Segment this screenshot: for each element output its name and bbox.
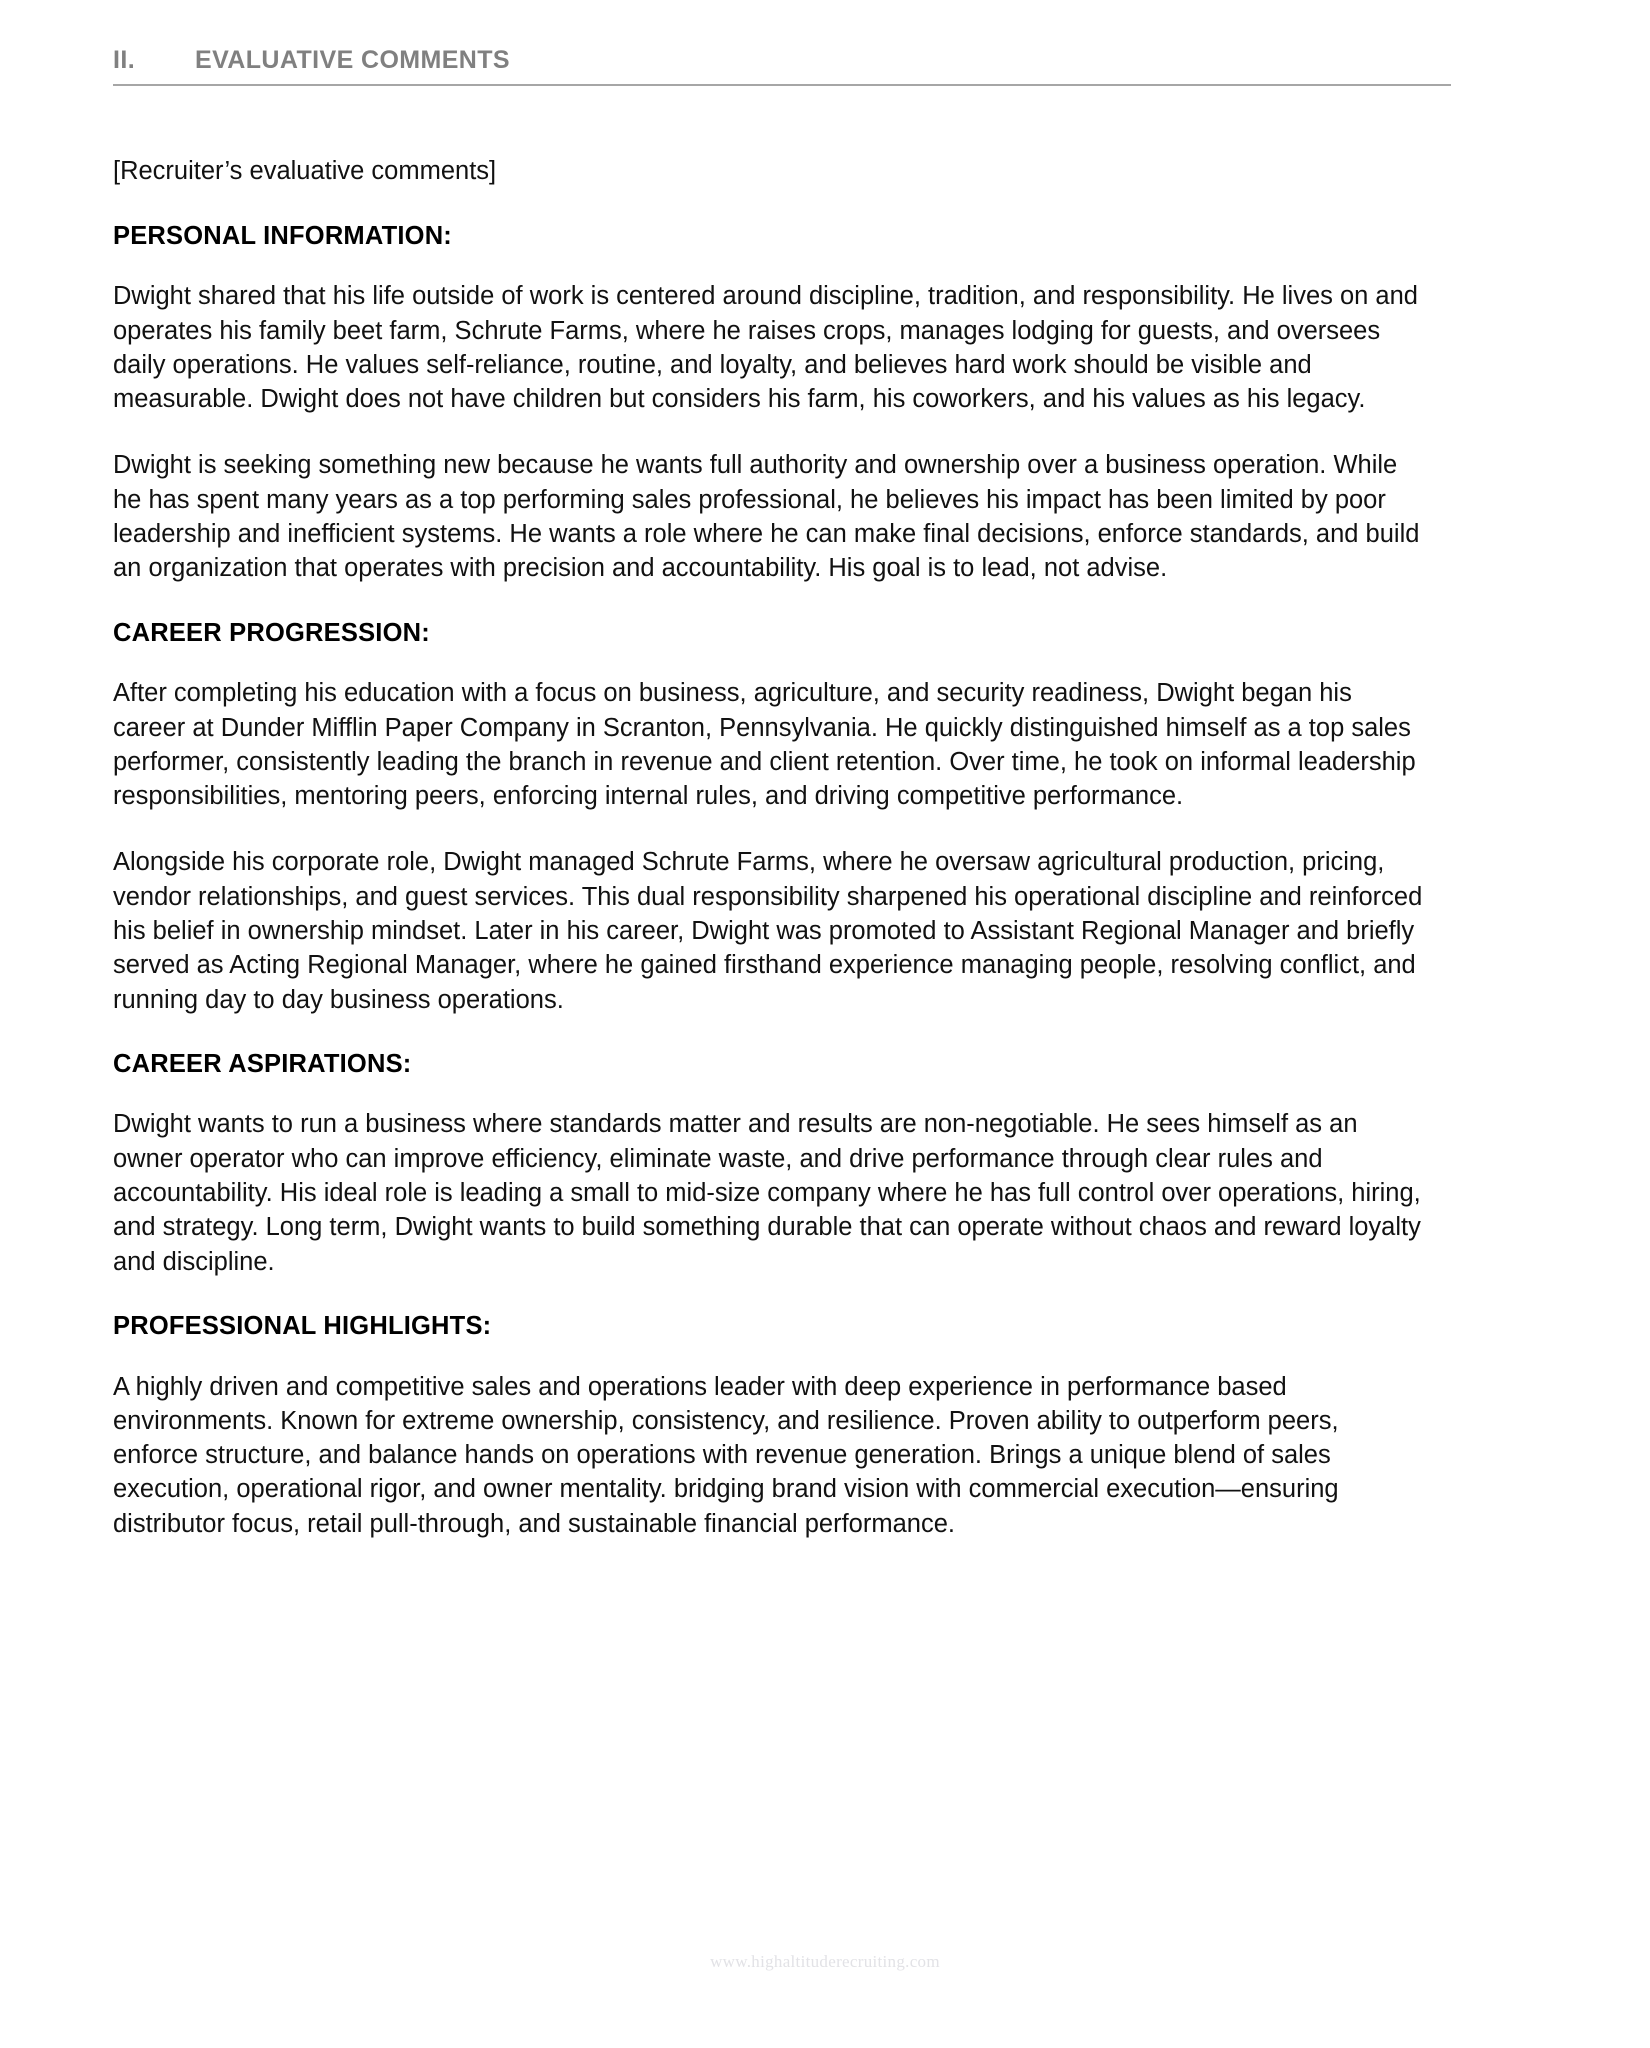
paragraph-career-aspirations-1: Dwight wants to run a business where standards matter and results are non-negotiable. He sees himself as an owner operator who can improve efficiency, eliminate waste, and drive performance through clear rules and accountability. His ideal role is leading a small to mid-size company where he has full control over operations, hiring, and strategy. Long term, Dwight wants to build something durable that can operate without chaos and reward loyalty and discipline. xyxy=(113,1110,1421,1276)
section-header xyxy=(113,46,1451,86)
heading-career-aspirations: CAREER ASPIRATIONS: xyxy=(113,1049,412,1078)
paragraph-personal-information-1: Dwight shared that his life outside of work is centered around discipline, tradition, and responsibility. He lives on and operates his family beet farm, Schrute Farms, where he raises crops, manages lodging for guests, and oversees daily operations. He values self-reliance, routine, and loyalty, and believes hard work should be visible and measurable. Dwight does not have children but considers his farm, his coworkers, and his values as his legacy. xyxy=(113,282,1418,414)
paragraph-career-progression-1: After completing his education with a focus on business, agriculture, and security readiness, Dwight began his career at Dunder Mifflin Paper Company in Scranton, Pennsylvania. He quickly distinguished himself as a top sales performer, consistently leading the branch in revenue and client retention. Over time, he took on informal leadership responsibilities, mentoring peers, enforcing internal rules, and driving competitive performance. xyxy=(113,679,1416,811)
footer-watermark: www.highaltituderecruiting.com xyxy=(710,1952,940,1971)
paragraph-professional-highlights-1: A highly driven and competitive sales and operations leader with deep experience in performance based environments. Known for extreme ownership, consistency, and resilience. Proven ability to outperform peers, enforce structure, and balance hands on operations with revenue generation. Brings a unique blend of sales execution, operational rigor, and owner mentality. bridging brand vision with commercial execution—ensuring distributor focus, retail pull-through, and sustainable financial performance. xyxy=(113,1372,1339,1538)
document-body xyxy=(113,155,1451,1541)
heading-personal-information: PERSONAL INFORMATION: xyxy=(113,221,452,250)
heading-professional-highlights: PROFESSIONAL HIGHLIGHTS: xyxy=(113,1311,492,1340)
paragraph-career-progression-2: Alongside his corporate role, Dwight managed Schrute Farms, where he oversaw agricultural production, pricing, vendor relationships, and guest services. This dual responsibility sharpened his operational discipline and reinforced his belief in ownership mindset. Later in his career, Dwight was promoted to Assistant Regional Manager and briefly served as Acting Regional Manager, where he gained firsthand experience managing people, resolving conflict, and running day to day business operations. xyxy=(113,848,1423,1014)
heading-career-progression: CAREER PROGRESSION: xyxy=(113,618,430,647)
paragraph-personal-information-2: Dwight is seeking something new because he wants full authority and ownership over a business operation. While he has spent many years as a top performing sales professional, he believes his impact has been limited by poor leadership and inefficient systems. He wants a role where he can make final decisions, enforce standards, and build an organization that operates with precision and accountability. His goal is to lead, not advise. xyxy=(113,451,1420,583)
section-title: EVALUATIVE COMMENTS xyxy=(195,46,511,74)
section-header-row xyxy=(113,46,1451,86)
intro-line: [Recruiter’s evaluative comments] xyxy=(113,157,497,185)
section-numeral: II. xyxy=(113,46,136,74)
